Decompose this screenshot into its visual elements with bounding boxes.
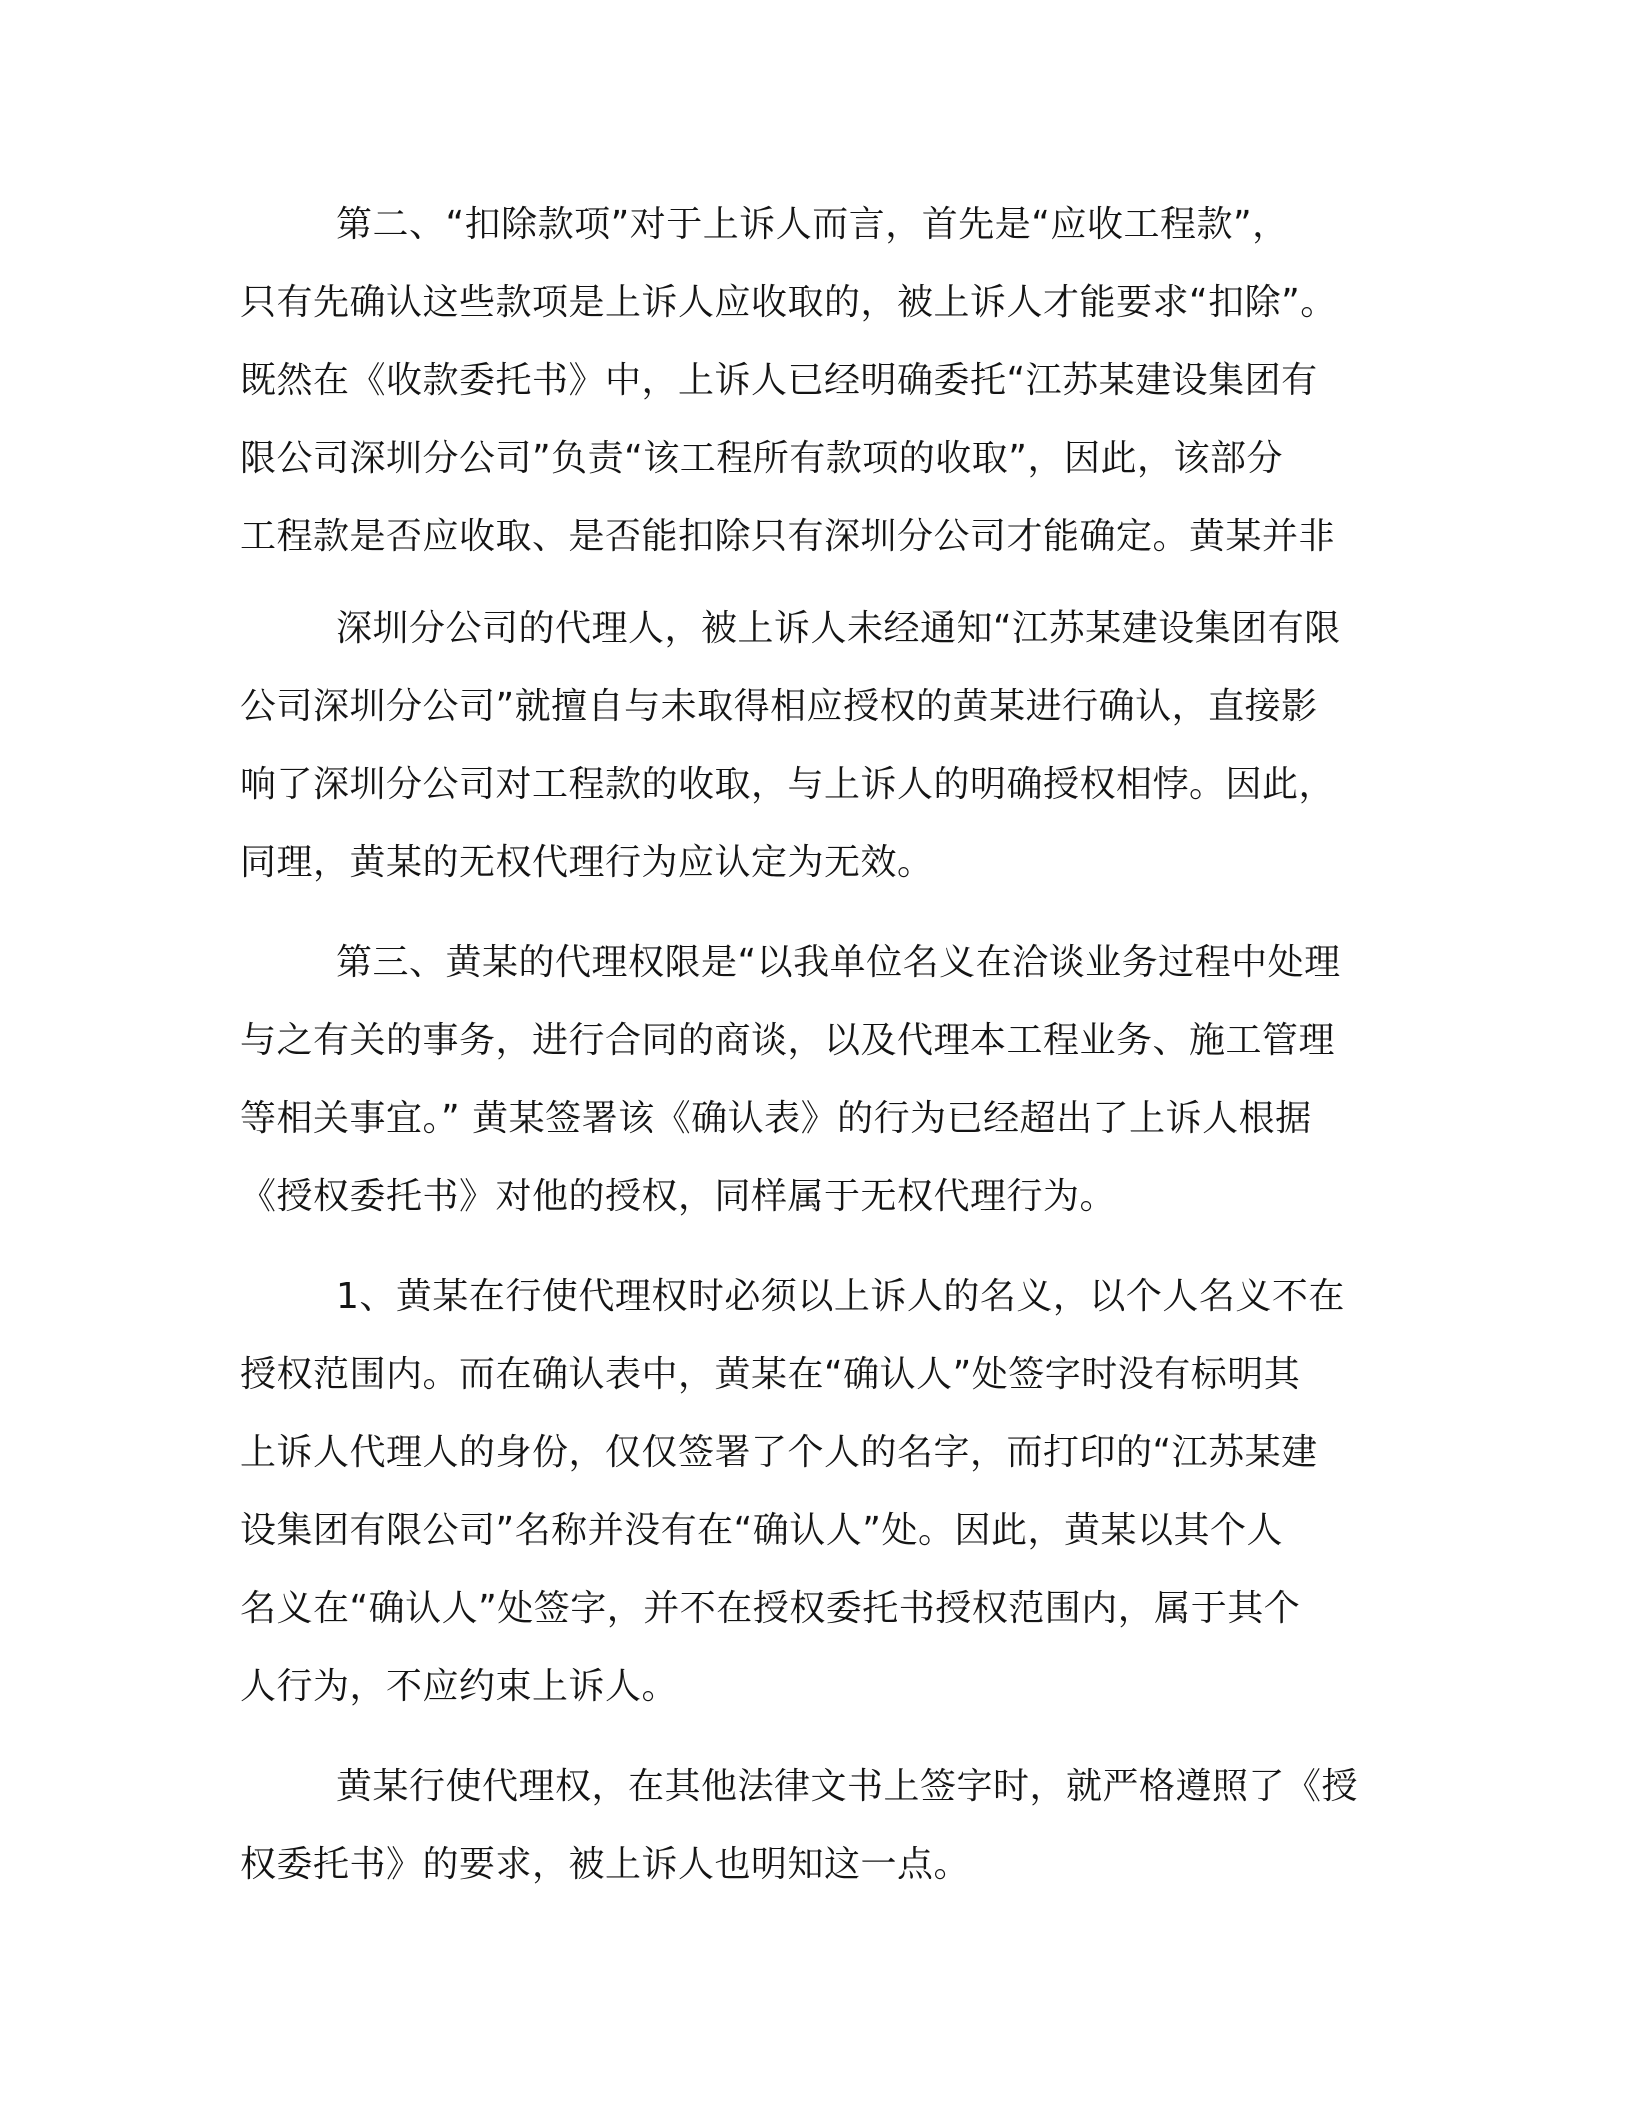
paragraph-line: 只有先确认这些款项是上诉人应收取的，被上诉人才能要求“扣除”。	[240, 282, 1337, 323]
paragraph-line: 黄某行使代理权，在其他法律文书上签字时，就严格遵照了《授	[336, 1766, 1359, 1807]
paragraph-line: 与之有关的事务，进行合同的商谈，以及代理本工程业务、施工管理	[240, 1020, 1336, 1061]
paragraph-line: 等相关事宜。” 黄某签署该《确认表》的行为已经超出了上诉人根据	[240, 1098, 1312, 1139]
paragraph-line: 上诉人代理人的身份，仅仅签署了个人的名字，而打印的“江苏某建	[240, 1432, 1318, 1473]
paragraph-line: 授权范围内。而在确认表中，黄某在“确认人”处签字时没有标明其	[240, 1354, 1301, 1395]
paragraph-line: 工程款是否应收取、是否能扣除只有深圳分公司才能确定。黄某并非	[240, 516, 1336, 557]
paragraph-line: 第三、黄某的代理权限是“以我单位名义在洽谈业务过程中处理	[336, 942, 1341, 983]
paragraph-4	[240, 1258, 1345, 1726]
paragraph-1	[240, 186, 1337, 576]
paragraph-line: 设集团有限公司”名称并没有在“确认人”处。因此，黄某以其个人	[240, 1510, 1283, 1551]
paragraph-line: 限公司深圳分公司”负责“该工程所有款项的收取”，因此，该部分	[240, 438, 1283, 479]
paragraph-line: 名义在“确认人”处签字，并不在授权委托书授权范围内，属于其个	[240, 1588, 1301, 1629]
paragraph-3	[240, 924, 1341, 1236]
paragraph-line: 《授权委托书》对他的授权，同样属于无权代理行为。	[240, 1176, 1117, 1217]
paragraph-line: 第二、“扣除款项”对于上诉人而言，首先是“应收工程款”，	[336, 204, 1289, 245]
paragraph-line: 权委托书》的要求，被上诉人也明知这一点。	[240, 1844, 971, 1885]
paragraph-line: 深圳分公司的代理人，被上诉人未经通知“江苏某建设集团有限	[336, 608, 1341, 649]
paragraph-line: 公司深圳分公司”就擅自与未取得相应授权的黄某进行确认，直接影	[240, 686, 1318, 727]
paragraph-line: 同理，黄某的无权代理行为应认定为无效。	[240, 842, 934, 883]
paragraph-5	[240, 1748, 1358, 1904]
paragraph-line: 既然在《收款委托书》中，上诉人已经明确委托“江苏某建设集团有	[240, 360, 1318, 401]
paragraph-line: 响了深圳分公司对工程款的收取，与上诉人的明确授权相悖。因此，	[240, 764, 1336, 805]
paragraph-2	[240, 590, 1341, 902]
paragraph-line: 人行为，不应约束上诉人。	[240, 1666, 679, 1707]
paragraph-line: 1、黄某在行使代理权时必须以上诉人的名义，以个人名义不在	[336, 1276, 1345, 1317]
